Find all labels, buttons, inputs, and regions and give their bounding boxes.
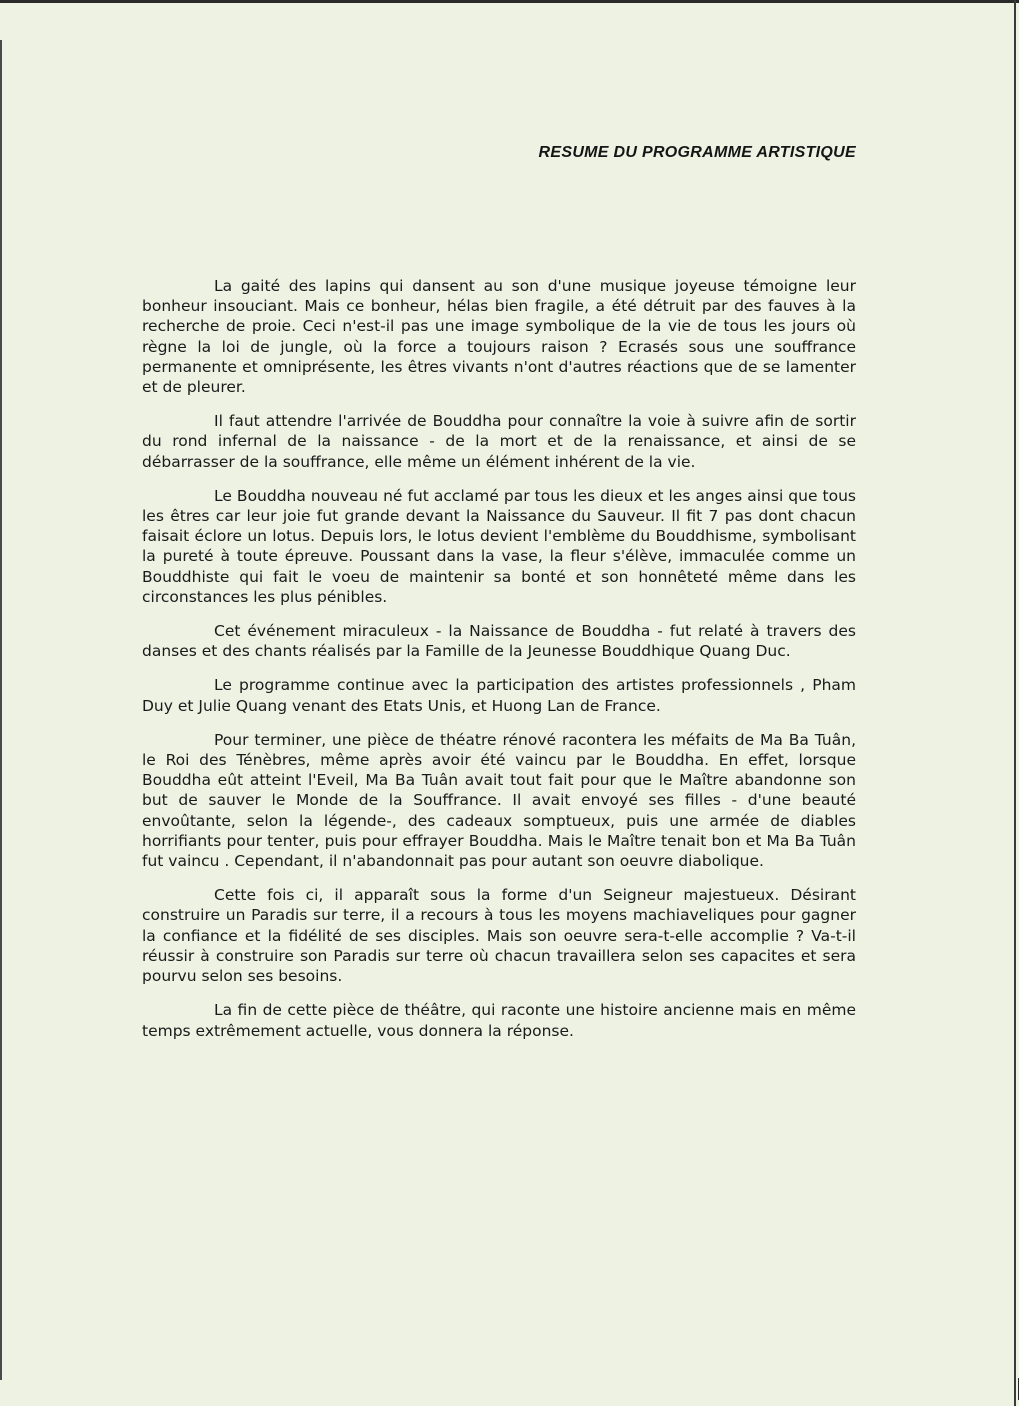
paragraph: Il faut attendre l'arrivée de Bouddha pour connaître la voie à suivre afin de sortir du rond infernal de la naissance - de la mort et de la renaissance, et ainsi de se débarrasser de la souffrance, elle même un élément inhérent de la vie. — [142, 412, 856, 471]
paragraph: Le programme continue avec la participation des artistes professionnels , Pham Duy et Julie Quang venant des Etats Unis, et Huong Lan de France. — [142, 676, 856, 715]
paragraph: Cette fois ci, il apparaît sous la forme d'un Seigneur majestueux. Désirant construire un Paradis sur terre, il a recours à tous les moyens machiaveliques pour gagner la confiance et la fidélité de ses disciples. Mais son oeuvre sera-t-elle accomplie ? Va-t-il réussir à construire son Paradis sur terre où chacun travaillera selon ses capacites et sera pourvu selon ses besoins. — [142, 886, 856, 986]
scan-edge-left — [0, 40, 2, 1380]
paragraph: Pour terminer, une pièce de théatre rénové racontera les méfaits de Ma Ba Tuân, le Roi des Ténèbres, même après avoir été vaincu par le Bouddha. En effet, lorsque Bouddha eût atteint l'Eveil, Ma Ba Tuân avait tout fait pour que le Maître abandonne son but de sauver le Monde de la Souffrance. Il avait envoyé ses filles - d'une beauté envoûtante, selon la légende-, des cadeaux somptueux, puis une armée de diables horrifiants pour tenter, puis pour effrayer Bouddha. Mais le Maître tenait bon et Ma Ba Tuân fut vaincu . Cependant, il n'abandonnait pas pour autant son oeuvre diabolique. — [142, 730, 856, 871]
scan-edge-top — [0, 0, 1019, 3]
paragraph: Cet événement miraculeux - la Naissance de Bouddha - fut relaté à travers des danses et des chants réalisés par la Famille de la Jeunesse Bouddhique Quang Duc. — [142, 622, 856, 661]
paragraph: La fin de cette pièce de théâtre, qui raconte une histoire ancienne mais en même temps extrêmement actuelle, vous donnera la réponse. — [142, 1001, 856, 1040]
document-body — [142, 276, 856, 1055]
paragraph: La gaité des lapins qui dansent au son d'une musique joyeuse témoigne leur bonheur insouciant. Mais ce bonheur, hélas bien fragile, a été détruit par des fauves à la recherche de proie. Ceci n'est-il pas une image symbolique de la vie de tous les jours où règne la loi de jungle, où la force a toujours raison ? Ecrasés sous une souffrance permanente et omniprésente, les êtres vivants n'ont d'autres réactions que de se lamenter et de pleurer. — [142, 277, 856, 397]
paragraph: Le Bouddha nouveau né fut acclamé par tous les dieux et les anges ainsi que tous les êtres car leur joie fut grande devant la Naissance du Sauveur. Il fit 7 pas dont chacun faisait éclore un lotus. Depuis lors, le lotus devient l'emblème du Bouddhisme, symbolisant la pureté à toute épreuve. Poussant dans la vase, la fleur s'élève, immaculée comme un Bouddhiste qui fait le voeu de maintenir sa bonté et son honnêteté même dans les circonstances les plus pénibles. — [142, 486, 856, 606]
scan-edge-right — [1014, 0, 1016, 1406]
document-title: RESUME DU PROGRAMME ARTISTIQUE — [538, 144, 856, 161]
